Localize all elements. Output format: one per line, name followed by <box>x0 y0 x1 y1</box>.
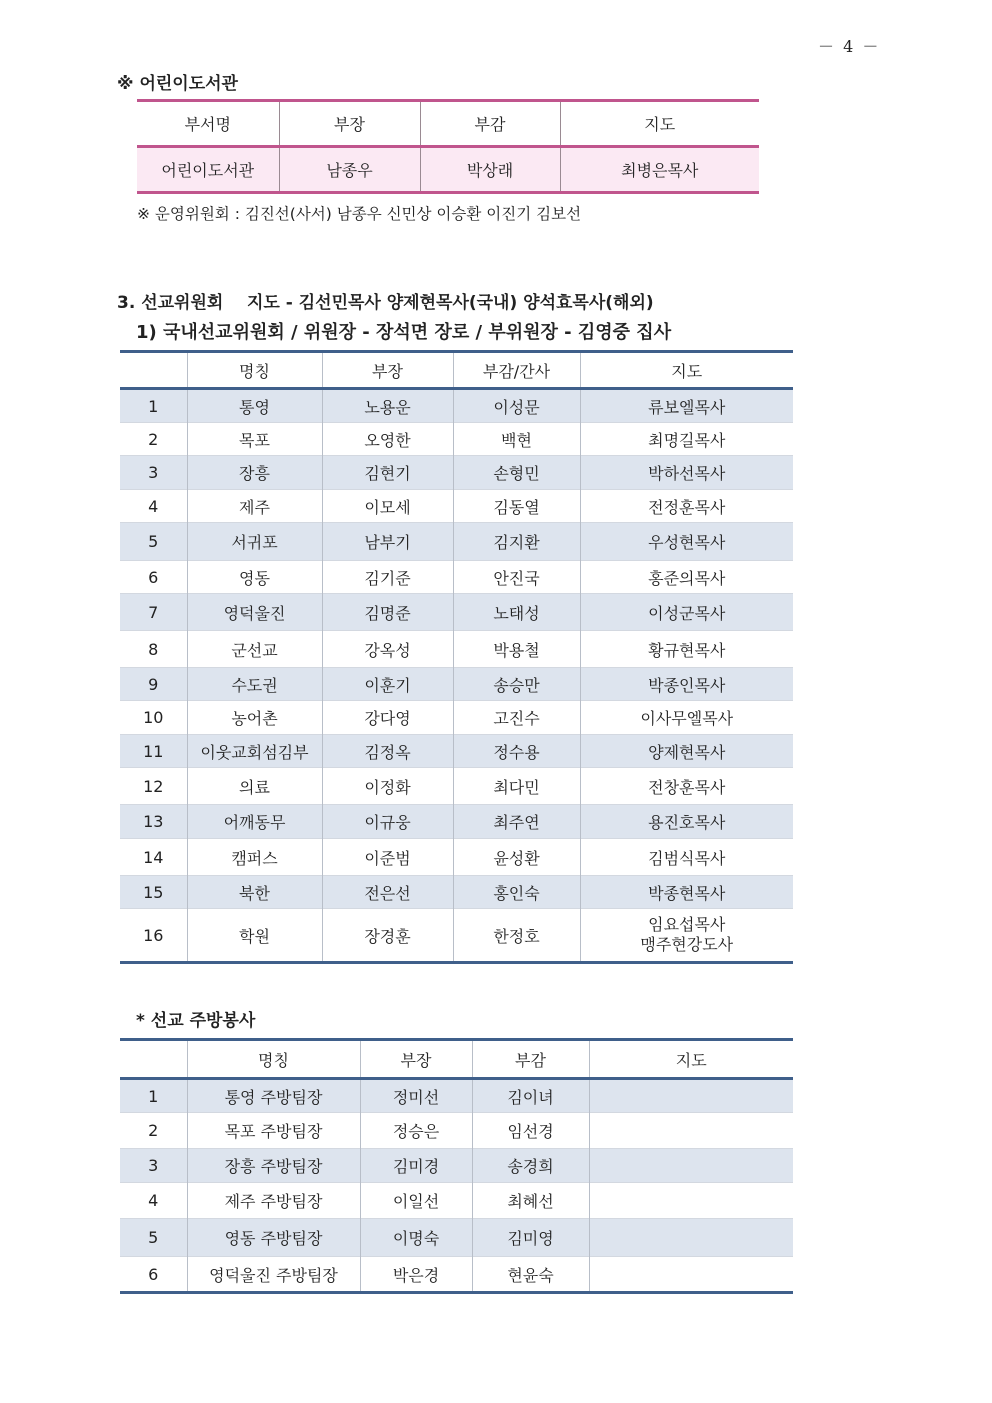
table-cell: 남종우 <box>279 147 420 193</box>
table-cell: 영덕울진 주방팀장 <box>187 1257 360 1293</box>
table-cell: 강옥성 <box>322 631 453 668</box>
library-table <box>137 99 759 194</box>
table-row <box>120 768 793 805</box>
table-cell: 정수용 <box>453 735 580 768</box>
table-cell: 류보엘목사 <box>580 389 793 423</box>
table-cell: 서귀포 <box>187 523 322 561</box>
table-cell: 김지환 <box>453 523 580 561</box>
table-cell: 현윤숙 <box>472 1257 589 1293</box>
table-cell: 3 <box>120 456 187 490</box>
kitchen-heading: * 선교 주방봉사 <box>136 1011 256 1031</box>
table-cell: 이준범 <box>322 839 453 876</box>
table-cell: 2 <box>120 423 187 456</box>
table-cell: 박종현목사 <box>580 876 793 909</box>
library-heading: ※ 어린이도서관 <box>117 74 238 94</box>
header-cell: 부서명 <box>137 101 279 147</box>
table-cell: 정승은 <box>360 1113 472 1149</box>
table-cell <box>589 1257 793 1293</box>
table-cell: 김동열 <box>453 490 580 523</box>
table-cell: 고진수 <box>453 701 580 735</box>
table-cell: 김이녀 <box>472 1079 589 1113</box>
table-cell: 오영한 <box>322 423 453 456</box>
table-cell <box>589 1113 793 1149</box>
kitchen-service-table <box>120 1038 793 1294</box>
table-cell: 장경훈 <box>322 909 453 963</box>
header-cell: 부감 <box>420 101 560 147</box>
table-cell: 노용운 <box>322 389 453 423</box>
table-cell: 5 <box>120 523 187 561</box>
table-cell: 홍인숙 <box>453 876 580 909</box>
table-header-row <box>120 352 793 389</box>
table-row <box>120 735 793 768</box>
table-cell <box>589 1219 793 1257</box>
table-cell: 영덕울진 <box>187 594 322 631</box>
table-cell: 4 <box>120 1183 187 1219</box>
table-cell: 정미선 <box>360 1079 472 1113</box>
table-cell: 황규현목사 <box>580 631 793 668</box>
table-cell <box>589 1183 793 1219</box>
table-cell: 이일선 <box>360 1183 472 1219</box>
table-cell: 7 <box>120 594 187 631</box>
table-cell: 목포 주방팀장 <box>187 1113 360 1149</box>
table-cell: 수도권 <box>187 668 322 701</box>
table-cell: 박용철 <box>453 631 580 668</box>
table-cell: 4 <box>120 490 187 523</box>
table-cell: 윤성환 <box>453 839 580 876</box>
table-cell: 양제현목사 <box>580 735 793 768</box>
table-row <box>120 909 793 963</box>
table-cell: 이성문 <box>453 389 580 423</box>
table-cell: 용진호목사 <box>580 805 793 839</box>
header-cell: 명칭 <box>187 352 322 389</box>
table-cell: 이모세 <box>322 490 453 523</box>
table-row <box>120 839 793 876</box>
header-cell: 지도 <box>589 1040 793 1079</box>
header-cell: 부감 <box>472 1040 589 1079</box>
table-cell: 북한 <box>187 876 322 909</box>
table-row <box>120 594 793 631</box>
table-cell: 이명숙 <box>360 1219 472 1257</box>
mission-heading: 3. 선교위원회 지도 - 김선민목사 양제현목사(국내) 양석효목사(해외) <box>117 293 654 313</box>
table-cell: 1 <box>120 1079 187 1113</box>
table-cell: 농어촌 <box>187 701 322 735</box>
table-cell: 박은경 <box>360 1257 472 1293</box>
table-cell: 13 <box>120 805 187 839</box>
table-cell: 14 <box>120 839 187 876</box>
table-cell: 8 <box>120 631 187 668</box>
table-cell: 이사무엘목사 <box>580 701 793 735</box>
header-cell: 지도 <box>560 101 759 147</box>
table-cell: 우성현목사 <box>580 523 793 561</box>
table-cell: 목포 <box>187 423 322 456</box>
table-cell: 송경희 <box>472 1149 589 1183</box>
table-row <box>120 389 793 423</box>
header-cell: 부감/간사 <box>453 352 580 389</box>
table-cell: 이규웅 <box>322 805 453 839</box>
table-cell: 제주 주방팀장 <box>187 1183 360 1219</box>
table-row <box>120 1219 793 1257</box>
table-cell: 장흥 <box>187 456 322 490</box>
table-cell: 김미영 <box>472 1219 589 1257</box>
table-cell: 전정훈목사 <box>580 490 793 523</box>
table-cell: 전은선 <box>322 876 453 909</box>
table-row <box>120 523 793 561</box>
table-cell: 12 <box>120 768 187 805</box>
table-cell: 전창훈목사 <box>580 768 793 805</box>
table-row <box>120 561 793 594</box>
domestic-mission-table <box>120 350 793 964</box>
director-name: 임요섭목사 <box>648 915 726 934</box>
table-cell: 영동 <box>187 561 322 594</box>
table-cell: 어린이도서관 <box>137 147 279 193</box>
table-cell: 이웃교회섬김부 <box>187 735 322 768</box>
table-row <box>120 1183 793 1219</box>
table-cell: 의료 <box>187 768 322 805</box>
table-cell: 김명준 <box>322 594 453 631</box>
table-header-row <box>137 101 759 147</box>
table-cell: 최혜선 <box>472 1183 589 1219</box>
table-row <box>120 1257 793 1293</box>
table-cell: 6 <box>120 561 187 594</box>
table-cell: 6 <box>120 1257 187 1293</box>
table-cell: 제주 <box>187 490 322 523</box>
header-cell: 명칭 <box>187 1040 360 1079</box>
table-cell: 한정호 <box>453 909 580 963</box>
table-row <box>120 490 793 523</box>
table-row <box>120 1149 793 1183</box>
table-row <box>120 1113 793 1149</box>
table-cell: 영동 주방팀장 <box>187 1219 360 1257</box>
table-cell: 3 <box>120 1149 187 1183</box>
table-row <box>120 805 793 839</box>
table-cell: 2 <box>120 1113 187 1149</box>
table-cell: 김기준 <box>322 561 453 594</box>
table-cell: 강다영 <box>322 701 453 735</box>
table-cell: 9 <box>120 668 187 701</box>
table-row <box>137 147 759 193</box>
table-cell: 김현기 <box>322 456 453 490</box>
table-cell: 김정옥 <box>322 735 453 768</box>
table-cell: 김범식목사 <box>580 839 793 876</box>
table-cell <box>589 1149 793 1183</box>
table-cell: 송승만 <box>453 668 580 701</box>
table-cell: 최명길목사 <box>580 423 793 456</box>
table-cell: 손형민 <box>453 456 580 490</box>
table-cell: 학원 <box>187 909 322 963</box>
table-cell: 군선교 <box>187 631 322 668</box>
table-cell: 홍준의목사 <box>580 561 793 594</box>
table-cell: 1 <box>120 389 187 423</box>
table-header-row <box>120 1040 793 1079</box>
table-row <box>120 423 793 456</box>
table-cell: 15 <box>120 876 187 909</box>
table-cell: 김미경 <box>360 1149 472 1183</box>
table-row <box>120 1079 793 1113</box>
table-cell: 백현 <box>453 423 580 456</box>
table-cell: 박하선목사 <box>580 456 793 490</box>
table-row <box>120 701 793 735</box>
table-cell: 최병은목사 <box>560 147 759 193</box>
table-cell: 노태성 <box>453 594 580 631</box>
table-row <box>120 631 793 668</box>
header-cell <box>120 352 187 389</box>
table-cell: 10 <box>120 701 187 735</box>
library-note: ※ 운영위원회 : 김진선(사서) 남종우 신민상 이승환 이진기 김보선 <box>137 205 582 223</box>
page-number: － 4 － <box>818 37 881 56</box>
table-cell: 남부기 <box>322 523 453 561</box>
table-cell: 최다민 <box>453 768 580 805</box>
header-cell: 부장 <box>322 352 453 389</box>
table-row <box>120 668 793 701</box>
director-name: 맹주현강도사 <box>640 935 734 954</box>
table-cell: 임선경 <box>472 1113 589 1149</box>
table-cell: 이훈기 <box>322 668 453 701</box>
table-cell <box>589 1079 793 1113</box>
table-cell: 이성군목사 <box>580 594 793 631</box>
table-row <box>120 876 793 909</box>
table-row <box>120 456 793 490</box>
table-cell: 통영 주방팀장 <box>187 1079 360 1113</box>
table-cell: 이정화 <box>322 768 453 805</box>
table-cell: 최주연 <box>453 805 580 839</box>
table-cell: 캠퍼스 <box>187 839 322 876</box>
header-cell: 부장 <box>360 1040 472 1079</box>
header-cell: 지도 <box>580 352 793 389</box>
table-cell: 통영 <box>187 389 322 423</box>
header-cell <box>120 1040 187 1079</box>
table-cell: 박종인목사 <box>580 668 793 701</box>
domestic-mission-subheading: 1) 국내선교위원회 / 위원장 - 장석면 장로 / 부위원장 - 김영중 집사 <box>136 322 672 343</box>
table-cell: 안진국 <box>453 561 580 594</box>
table-cell: 장흥 주방팀장 <box>187 1149 360 1183</box>
table-cell: 어깨동무 <box>187 805 322 839</box>
table-cell: 박상래 <box>420 147 560 193</box>
table-cell <box>580 909 793 963</box>
header-cell: 부장 <box>279 101 420 147</box>
table-cell: 16 <box>120 909 187 963</box>
table-cell: 11 <box>120 735 187 768</box>
table-cell: 5 <box>120 1219 187 1257</box>
